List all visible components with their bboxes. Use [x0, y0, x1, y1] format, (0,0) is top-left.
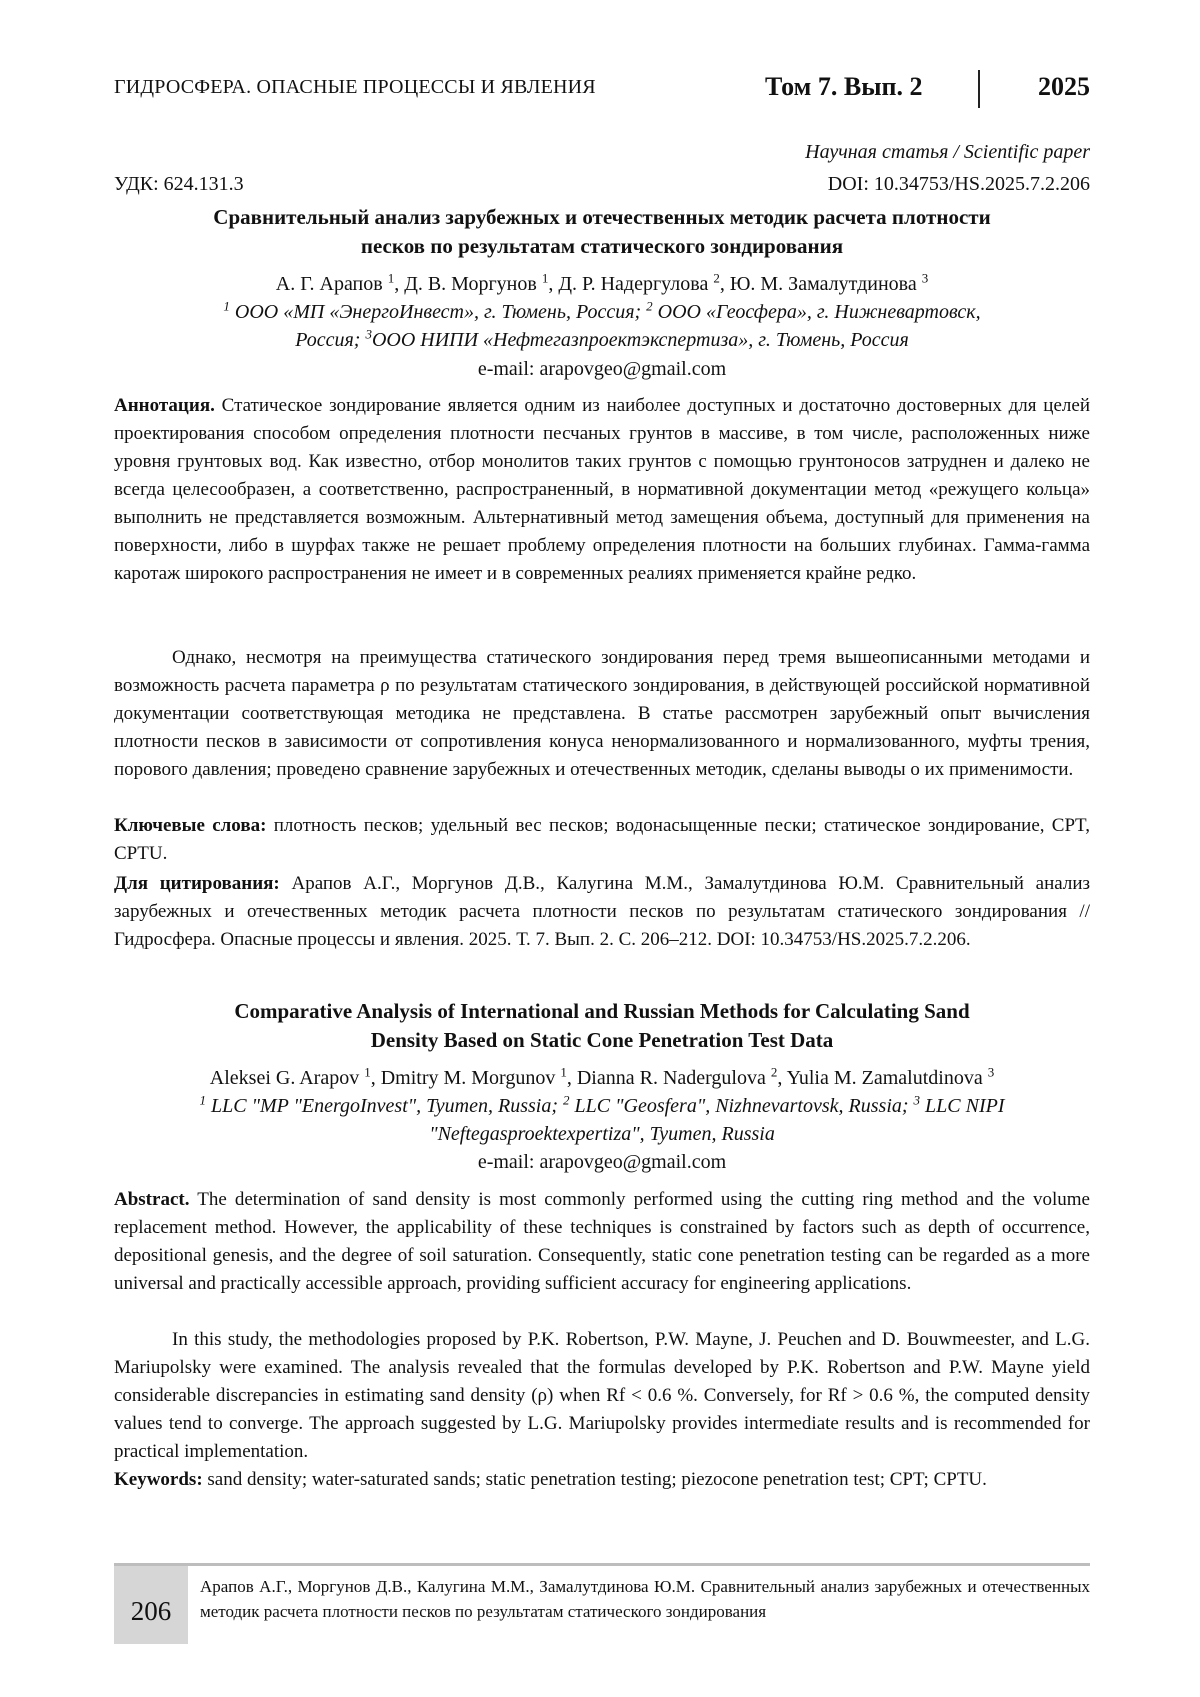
ru-citation-text: Арапов А.Г., Моргунов Д.В., Калугина М.М., Замалутдинова Ю.М. Сравнительный анализ зарубежных и отечественных методик расчета плотности песков по результатам статического зондирования // Гидросфера. Опасные процессы и явления. 2025. Т. 7. Вып. 2. С. 206–212. DOI: 10.34753/HS.2025.7.2.206. [114, 873, 1090, 950]
affiliation-text: ООО «Геосфера», г. Нижневартовск, [652, 301, 981, 323]
journal-name: ГИДРОСФЕРА. ОПАСНЫЕ ПРОЦЕССЫ И ЯВЛЕНИЯ [114, 76, 596, 98]
author-name: , Dianna R. Nadergulova [566, 1067, 771, 1089]
en-email[interactable]: e-mail: arapovgeo@gmail.com [477, 1151, 727, 1173]
en-title [114, 997, 1090, 1055]
affiliation-marker: 1 [364, 1064, 371, 1080]
affiliation-marker: 1 [199, 1092, 206, 1108]
affiliation-marker: 2 [713, 270, 720, 286]
affiliation-marker: 2 [646, 298, 653, 314]
ru-title [114, 203, 1090, 261]
paper-type: Научная статья / Scientific paper [805, 141, 1090, 163]
author-name: , Ю. М. Замалутдинова [719, 273, 922, 295]
ru-affiliations [114, 298, 1090, 354]
ru-title-line-2: песков по результатам статического зондирования [360, 234, 844, 258]
udk-code: УДК: 624.131.3 [114, 173, 244, 195]
affiliation-marker: 2 [563, 1092, 570, 1108]
ru-abstract-p1: Статическое зондирование является одним из наиболее доступных и достаточно достоверных для целей проектирования способом определения плотности песчаных грунтов в массиве, в том числе, расположенных ниже уровня грунтовых вод. Как известно, отбор монолитов таких грунтов с помощью грунтоносов затруднен и далеко не всегда целесообразен, а соответственно, распространенный, в нормативной документации метод «режущего кольца» выполнить не представляется возможным. Альтернативный метод замещения объема, доступный для применения на поверхности, либо в шурфах также не решает проблему определения плотности на больших глубинах. Гамма-гамма каротаж широкого распространения не имеет и в современных реалиях применяется крайне редко. [114, 395, 1090, 584]
affiliation-text: LLC "Geosfera", Nizhnevartovsk, Russia; [569, 1095, 914, 1117]
affiliation-marker: 3 [913, 1092, 921, 1108]
en-keywords-label: Keywords: [114, 1469, 203, 1490]
author-name: А. Г. Арапов [275, 273, 388, 295]
ru-abstract [114, 392, 1090, 588]
en-keywords-text: sand density; water-saturated sands; static penetration testing; piezocone penetration test; CPT; CPTU. [202, 1469, 987, 1490]
publication-year: 2025 [1038, 72, 1090, 101]
ru-abstract-p2: Однако, несмотря на преимущества статического зондирования перед тремя вышеописанными методами и возможность расчета параметра ρ по результатам статического зондирования, в действующей российской нормативной документации соответствующая методика не представлена. В статье рассмотрен зарубежный опыт вычисления плотности песков в зависимости от сопротивления конуса ненормализованного и нормализованного, муфты трения, порового давления; проведено сравнение зарубежных и отечественных методик, сделаны выводы о их применимости. [114, 647, 1090, 780]
ru-keywords-text: плотность песков; удельный вес песков; водонасыщенные пески; статическое зондирование, CPT, CPTU. [114, 815, 1090, 864]
doi: DOI: 10.34753/HS.2025.7.2.206 [827, 173, 1090, 195]
affiliation-text: Россия; [295, 329, 366, 351]
affiliation-text: "Neftegasproektexpertiza", Tyumen, Russia [429, 1123, 775, 1145]
affiliation-text: ООО НИПИ «Нефтегазпроектэкспертиза», г. Тюмень, Россия [371, 329, 909, 351]
ru-authors [114, 270, 1090, 298]
en-abstract-p2: In this study, the methodologies proposed by P.K. Robertson, P.W. Mayne, J. Peuchen and D. Bouwmeester, and L.G. Mariupolsky were examined. The analysis revealed that the formulas developed by P.K. Robertson and P.W. Mayne yield considerable discrepancies in estimating sand density (ρ) when Rf < 0.6 %. Conversely, for Rf > 0.6 %, the computed density values tend to converge. The approach suggested by L.G. Mariupolsky provides intermediate results and is recommended for practical implementation. [114, 1329, 1090, 1462]
volume-issue: Том 7. Вып. 2 [765, 72, 923, 101]
affiliation-marker: 3 [921, 270, 929, 286]
en-abstract [114, 1186, 1090, 1298]
ru-keywords [114, 812, 1090, 868]
affiliation-marker: 1 [387, 270, 395, 286]
affiliation-marker: 3 [365, 326, 372, 342]
affiliation-marker: 1 [223, 298, 230, 314]
author-name: , Dmitry M. Morgunov [370, 1067, 561, 1089]
en-abstract-p1: The determination of sand density is most commonly performed using the cutting ring method and the volume replacement method. However, the applicability of these techniques is constrained by factors such as depth of occurrence, depositional genesis, and the degree of soil saturation. Consequently, static cone penetration testing can be regarded as a more universal and practically accessible approach, providing sufficient accuracy for engineering applications. [114, 1189, 1090, 1294]
header-divider [978, 70, 980, 108]
affiliation-text: LLC "MP "EnergoInvest", Tyumen, Russia; [205, 1095, 564, 1117]
affiliation-text: ООО «МП «ЭнергоИнвест», г. Тюмень, Россия; [229, 301, 647, 323]
en-title-line-2: Density Based on Static Cone Penetration Test Data [370, 1028, 834, 1052]
author-name: Aleksei G. Arapov [209, 1067, 365, 1089]
affiliation-marker: 1 [560, 1064, 567, 1080]
footer-citation: Арапов А.Г., Моргунов Д.В., Калугина М.М., Замалутдинова Ю.М. Сравнительный анализ зарубежных и отечественных методик расчета плотности песков по результатам статического зондирования [200, 1577, 1090, 1621]
en-authors [114, 1064, 1090, 1092]
ru-abstract-label: Аннотация. [114, 395, 215, 416]
en-affiliations [114, 1092, 1090, 1148]
affiliation-marker: 3 [987, 1064, 995, 1080]
ru-citation [114, 870, 1090, 954]
author-name: , Д. Р. Надергулова [548, 273, 714, 295]
ru-keywords-label: Ключевые слова: [114, 815, 267, 836]
author-name: , Д. В. Моргунов [394, 273, 542, 295]
footer-rule [114, 1563, 1090, 1566]
page-number: 206 [114, 1566, 188, 1644]
en-keywords [114, 1466, 1090, 1494]
affiliation-marker: 2 [770, 1064, 778, 1080]
ru-citation-label: Для цитирования: [114, 873, 280, 894]
affiliation-text: LLC NIPI [920, 1095, 1005, 1117]
ru-email[interactable]: e-mail: arapovgeo@gmail.com [477, 358, 727, 380]
author-name: , Yulia M. Zamalutdinova [777, 1067, 988, 1089]
en-abstract-label: Abstract. [114, 1189, 190, 1210]
affiliation-marker: 1 [541, 270, 549, 286]
ru-title-line-1: Сравнительный анализ зарубежных и отечественных методик расчета плотности [213, 205, 991, 229]
en-title-line-1: Comparative Analysis of International and Russian Methods for Calculating Sand [234, 999, 970, 1023]
